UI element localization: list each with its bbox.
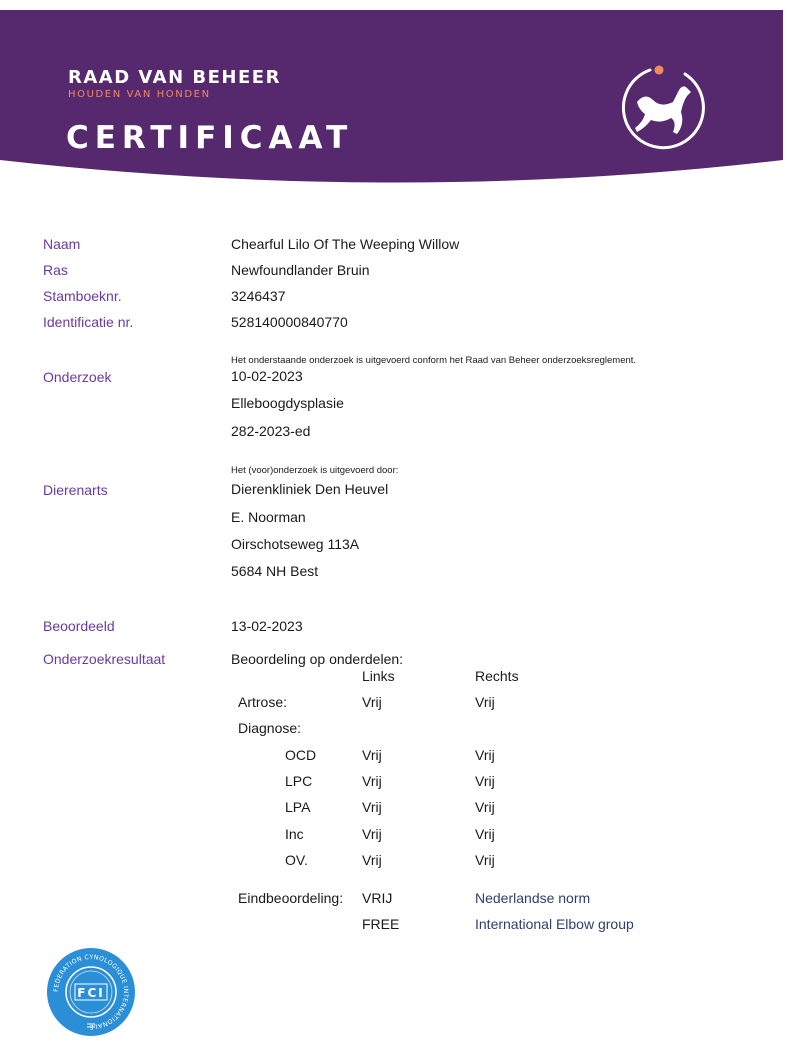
fci-seal-icon xyxy=(45,946,137,1038)
eindbeoordeling-int-norm: International Elbow group xyxy=(475,916,634,932)
diagnose-label: Diagnose: xyxy=(238,720,302,736)
diagnose-row-right: Vrij xyxy=(475,747,495,763)
dierenarts-street: Oirschotseweg 113A xyxy=(231,536,360,552)
diagnose-row-right: Vrij xyxy=(475,852,495,868)
diagnose-row-left: Vrij xyxy=(362,852,382,868)
diagnose-row-right: Vrij xyxy=(475,799,495,815)
stamboek-value: 3246437 xyxy=(231,288,286,304)
fci-ring-text: FEDERATION CYNOLOGIQUE INTERNATIONALE xyxy=(52,953,130,1031)
artrose-label: Artrose: xyxy=(238,694,288,710)
onderzoek-label: Onderzoek xyxy=(43,369,112,385)
certificate-header xyxy=(0,0,799,200)
diagnose-row-left: Vrij xyxy=(362,826,382,842)
onderzoek-reference: 282-2023-ed xyxy=(231,423,311,439)
naam-value: Chearful Lilo Of The Weeping Willow xyxy=(231,236,460,252)
eindbeoordeling-nl-value: VRIJ xyxy=(362,890,393,906)
diagnose-row-right: Vrij xyxy=(475,826,495,842)
diagnose-row-label: Inc xyxy=(285,826,304,842)
dierenarts-postal-city: 5684 NH Best xyxy=(231,563,319,579)
beoordeeld-label: Beoordeeld xyxy=(43,618,115,634)
beoordeeld-date: 13-02-2023 xyxy=(231,618,303,634)
diagnose-row-left: Vrij xyxy=(362,747,382,763)
onderzoek-note: Het onderstaande onderzoek is uitgevoerd conform het Raad van Beheer onderzoeksreglement. xyxy=(231,355,637,366)
col-links-header: Links xyxy=(362,668,395,684)
diagnose-row-right: Vrij xyxy=(475,773,495,789)
resultaat-intro: Beoordeling op onderdelen: xyxy=(231,651,404,667)
onderzoek-type: Elleboogdysplasie xyxy=(231,395,344,411)
naam-label: Naam xyxy=(43,236,81,252)
col-rechts-header: Rechts xyxy=(475,668,519,684)
eindbeoordeling-int-value: FREE xyxy=(362,916,400,932)
fci-abbr: FCI xyxy=(77,986,105,1000)
onderzoek-date: 10-02-2023 xyxy=(231,368,303,384)
brand-name: RAAD VAN BEHEER xyxy=(68,67,281,88)
stamboek-label: Stamboeknr. xyxy=(43,288,122,304)
dog-logo-icon xyxy=(615,62,710,157)
diagnose-row-label: LPC xyxy=(285,773,313,789)
diagnose-row-label: LPA xyxy=(285,799,311,815)
artrose-left: Vrij xyxy=(362,694,382,710)
brand-tagline: HOUDEN VAN HONDEN xyxy=(68,89,211,100)
ras-value: Newfoundlander Bruin xyxy=(231,262,370,278)
certificate-title: CERTIFICAAT xyxy=(66,120,354,156)
eindbeoordeling-label: Eindbeoordeling: xyxy=(238,890,344,906)
dierenarts-note: Het (voor)onderzoek is uitgevoerd door: xyxy=(231,465,399,476)
dierenarts-clinic: Dierenkliniek Den Heuvel xyxy=(231,481,389,497)
diagnose-row-label: OV. xyxy=(285,852,308,868)
identificatie-value: 528140000840770 xyxy=(231,314,348,330)
dierenarts-label: Dierenarts xyxy=(43,482,108,498)
dierenarts-vet-name: E. Noorman xyxy=(231,509,306,525)
diagnose-row-left: Vrij xyxy=(362,773,382,789)
diagnose-row-left: Vrij xyxy=(362,799,382,815)
artrose-right: Vrij xyxy=(475,694,495,710)
brand-block xyxy=(68,68,281,101)
ras-label: Ras xyxy=(43,262,68,278)
diagnose-row-label: OCD xyxy=(285,747,317,763)
identificatie-label: Identificatie nr. xyxy=(43,314,134,330)
eindbeoordeling-nl-norm: Nederlandse norm xyxy=(475,890,591,906)
resultaat-label: Onderzoekresultaat xyxy=(43,651,166,667)
